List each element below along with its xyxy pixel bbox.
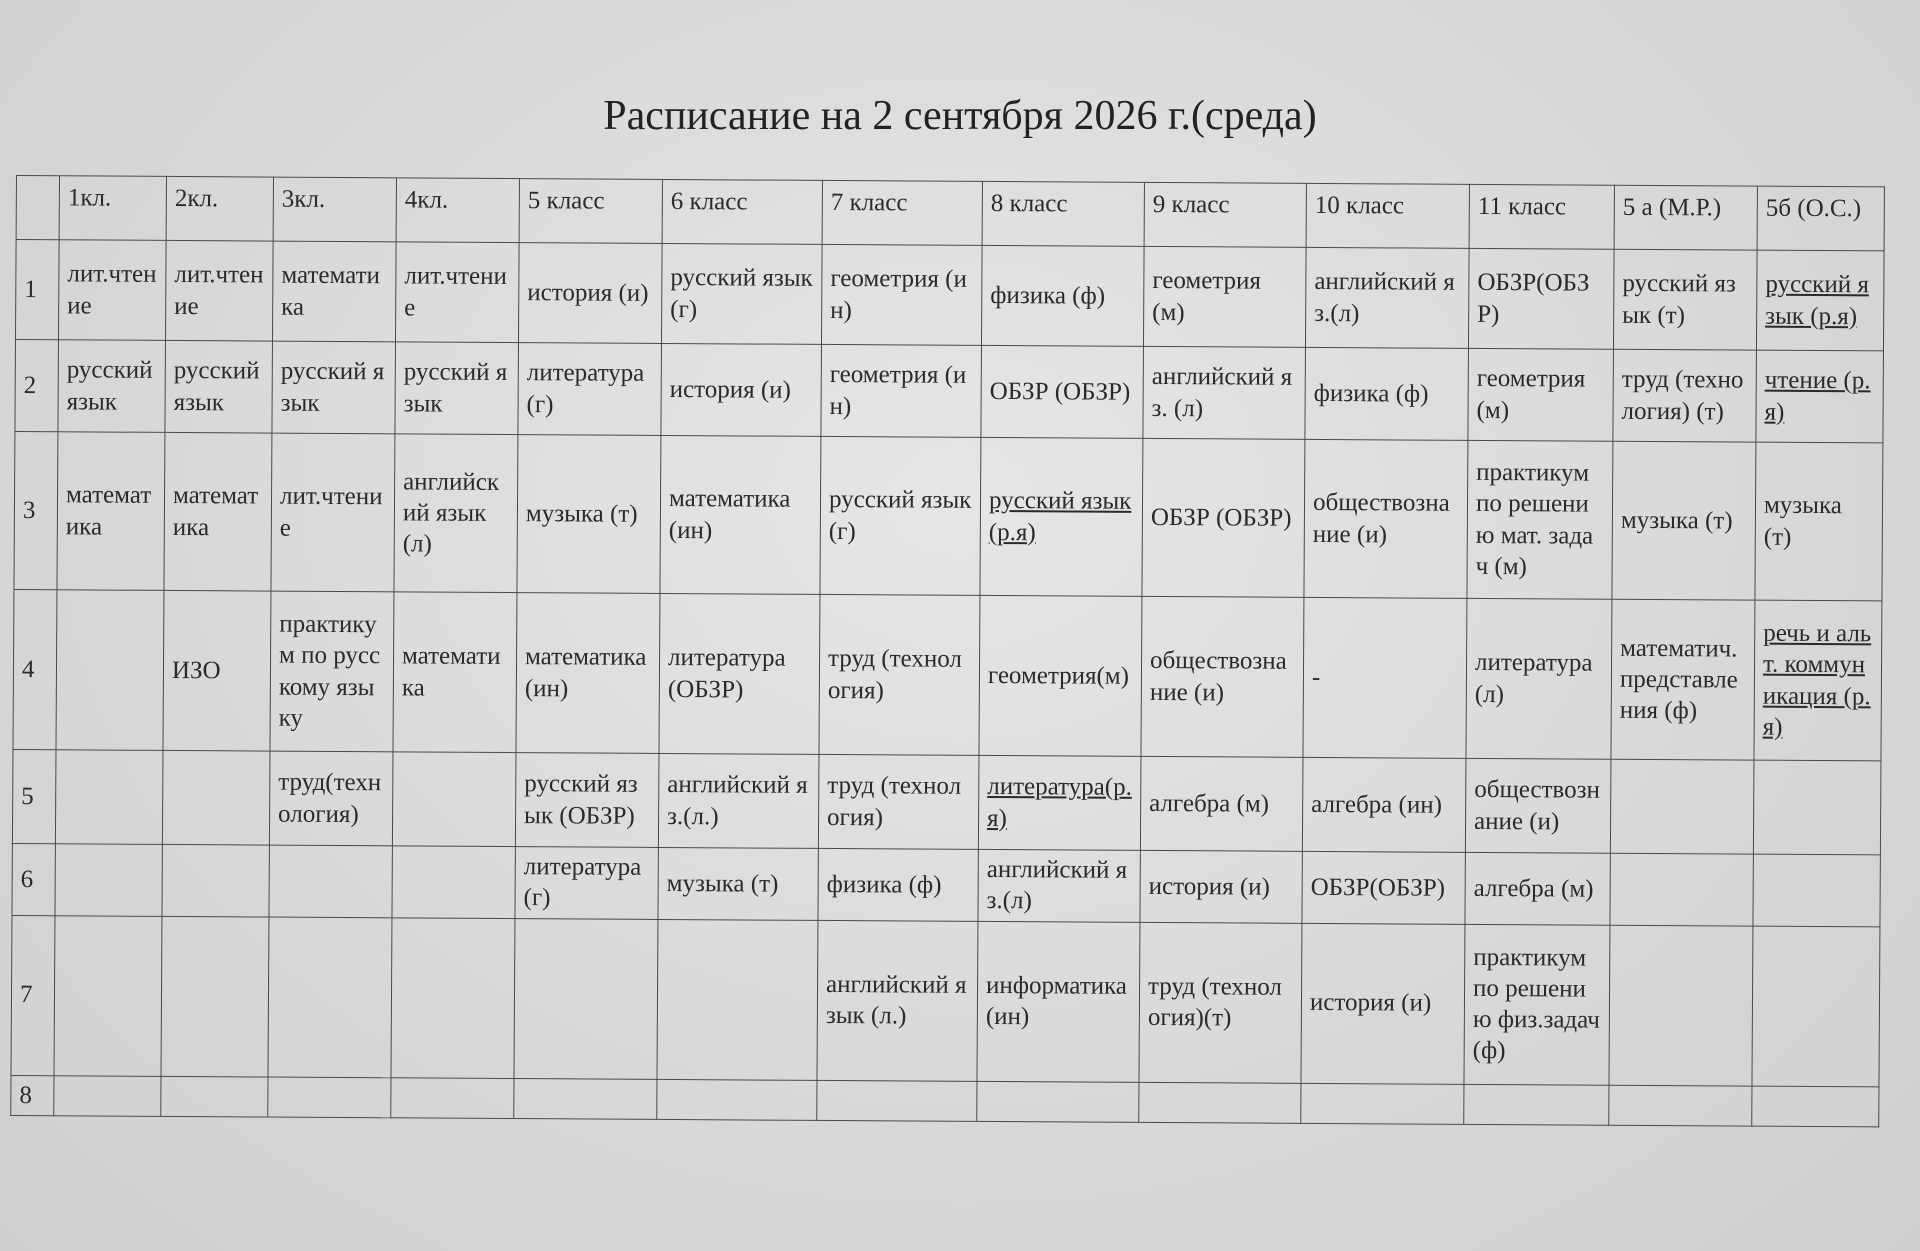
header-cell: 5б (О.С.) <box>1757 186 1884 251</box>
lesson-cell <box>1139 1082 1301 1123</box>
lesson-cell: русский язык <box>272 341 396 434</box>
schedule-body <box>11 240 1884 1127</box>
schedule-table <box>10 175 1885 1127</box>
lesson-cell: труд (технология) <box>818 754 979 849</box>
lesson-cell: геометрия(м) <box>979 595 1142 756</box>
lesson-cell: литература (л) <box>1466 598 1612 759</box>
lesson-cell <box>162 750 270 845</box>
lesson-cell: обществознание (и) <box>1141 596 1304 757</box>
lesson-cell: английский язык (л.) <box>817 920 978 1081</box>
lesson-cell: математика <box>272 241 396 342</box>
lesson-cell <box>817 1080 977 1121</box>
lesson-cell <box>1752 926 1880 1087</box>
lesson-cell: ОБЗР (ОБЗР) <box>981 345 1144 438</box>
lesson-cell: английский яз.(л.) <box>658 753 819 848</box>
lesson-cell <box>1609 1085 1752 1126</box>
lesson-cell <box>55 844 162 916</box>
lesson-cell <box>1301 1083 1464 1124</box>
lesson-cell <box>657 919 818 1080</box>
lesson-cell: математика <box>57 432 165 591</box>
lesson-cell: русский язык <box>58 340 166 433</box>
lesson-row <box>14 431 1883 600</box>
lesson-cell: математич. представления (ф) <box>1611 599 1755 760</box>
header-cell: 5 класс <box>519 179 662 244</box>
lesson-row <box>12 843 1880 926</box>
lesson-cell: история (и) <box>661 343 822 436</box>
lesson-cell <box>54 915 162 1076</box>
lesson-cell: русский язык (г) <box>820 436 981 595</box>
lesson-cell: история (и) <box>518 243 662 344</box>
lesson-cell: русский язык (ОБЗР) <box>515 753 659 848</box>
header-cell <box>16 176 59 240</box>
lesson-cell: музыка (т) <box>1755 442 1883 601</box>
lesson-cell: труд (технология) (т) <box>1613 349 1757 442</box>
lesson-cell: ОБЗР (ОБЗР) <box>1142 438 1305 597</box>
lesson-cell <box>162 844 269 916</box>
lesson-cell <box>54 1075 161 1116</box>
lesson-cell: литература(р.я) <box>978 755 1141 850</box>
lesson-cell: музыка (т) <box>517 435 661 594</box>
lesson-cell: лит.чтение <box>165 240 273 341</box>
lesson-cell: практикум по решению физ.задач (ф) <box>1464 924 1610 1085</box>
lesson-row <box>15 340 1884 443</box>
lesson-cell: труд (технология)(т) <box>1139 922 1302 1083</box>
lesson-cell <box>1753 760 1881 855</box>
lesson-cell: чтение (р.я) <box>1756 350 1884 443</box>
lesson-number: 3 <box>14 431 58 589</box>
lesson-cell <box>977 1081 1139 1122</box>
lesson-cell: обществознание (и) <box>1304 439 1468 598</box>
lesson-cell: труд (технология) <box>819 594 980 755</box>
lesson-cell: алгебра (м) <box>1465 852 1610 924</box>
lesson-cell: литература (г) <box>518 343 662 436</box>
lesson-cell: литература (г) <box>515 847 658 919</box>
page-title: Расписание на 2 сентября 2026 г.(среда) <box>603 93 1317 139</box>
lesson-number: 8 <box>11 1075 54 1116</box>
lesson-cell: речь и альт. коммуникация (р.я) <box>1754 600 1882 761</box>
lesson-cell: лит.чтение <box>271 433 395 592</box>
header-cell: 9 класс <box>1144 182 1306 247</box>
header-cell: 8 класс <box>982 181 1144 246</box>
lesson-cell: история (и) <box>1301 923 1465 1084</box>
lesson-row <box>15 240 1884 351</box>
lesson-cell: геометрия (ин) <box>821 244 982 345</box>
lesson-cell: геометрия (м) <box>1468 348 1614 441</box>
lesson-cell <box>161 1076 268 1117</box>
lesson-cell <box>1753 854 1880 926</box>
lesson-number: 4 <box>13 589 57 749</box>
lesson-number: 7 <box>11 915 55 1075</box>
lesson-number: 1 <box>15 240 59 340</box>
lesson-cell: лит.чтение <box>58 240 166 341</box>
lesson-cell: математика (ин) <box>516 593 660 754</box>
lesson-number: 5 <box>12 749 56 843</box>
lesson-cell: музыка (т) <box>1612 441 1756 600</box>
lesson-cell <box>1464 1084 1609 1125</box>
lesson-row <box>11 915 1880 1086</box>
lesson-cell: русский язык <box>395 342 519 435</box>
lesson-cell: музыка (т) <box>658 847 818 919</box>
lesson-cell <box>391 1077 514 1118</box>
lesson-cell: русский язык (р.я) <box>1756 250 1884 351</box>
lesson-cell <box>1610 759 1754 854</box>
lesson-cell: русский язык (р.я) <box>980 437 1143 596</box>
lesson-cell: алгебра (м) <box>1140 756 1303 851</box>
lesson-cell: практикум по русскому языку <box>270 591 394 752</box>
lesson-cell: физика (ф) <box>1305 347 1469 440</box>
lesson-cell: геометрия (ин) <box>821 344 982 437</box>
lesson-cell: математика <box>393 592 517 753</box>
lesson-cell <box>1609 925 1753 1086</box>
lesson-cell <box>514 918 658 1079</box>
lesson-cell: русский язык (г) <box>661 243 822 344</box>
lesson-cell <box>657 1079 817 1120</box>
lesson-cell: ИЗО <box>163 590 271 751</box>
lesson-cell: - <box>1303 597 1467 758</box>
lesson-number: 2 <box>15 340 59 432</box>
lesson-cell: практикум по решению мат. задач (м) <box>1467 440 1613 599</box>
lesson-cell <box>1752 1086 1879 1127</box>
lesson-cell: английский яз.(л) <box>978 849 1140 921</box>
lesson-cell: русский язык <box>165 340 273 433</box>
header-cell: 11 класс <box>1469 184 1614 249</box>
header-cell: 4кл. <box>396 178 519 243</box>
lesson-cell <box>161 916 269 1077</box>
lesson-cell <box>514 1078 657 1119</box>
header-cell: 7 класс <box>822 180 982 245</box>
lesson-cell: информатика (ин) <box>977 921 1140 1082</box>
lesson-cell <box>1610 853 1753 925</box>
lesson-cell: физика (ф) <box>981 245 1144 346</box>
lesson-cell: труд(технология) <box>269 751 393 846</box>
lesson-row <box>12 749 1881 854</box>
lesson-cell: русский язык (т) <box>1613 249 1757 350</box>
header-cell: 2кл. <box>166 176 273 241</box>
lesson-cell <box>268 1077 391 1118</box>
lesson-cell: английский яз.(л) <box>1305 247 1469 348</box>
lesson-cell: ОБЗР(ОБЗР) <box>1468 248 1614 349</box>
lesson-cell: алгебра (ин) <box>1302 757 1466 852</box>
header-cell: 10 класс <box>1306 183 1469 248</box>
lesson-row <box>13 589 1882 760</box>
lesson-cell: математика <box>164 432 272 591</box>
lesson-cell <box>391 917 515 1078</box>
lesson-cell: английский язык (л) <box>394 434 518 593</box>
lesson-cell <box>269 845 392 917</box>
lesson-cell: физика (ф) <box>818 848 978 920</box>
lesson-cell: геометрия (м) <box>1143 246 1306 347</box>
header-row <box>16 176 1884 251</box>
header-cell: 5 а (М.Р.) <box>1614 185 1757 250</box>
header-cell: 6 класс <box>662 179 822 244</box>
lesson-cell <box>392 846 515 918</box>
lesson-number: 6 <box>12 843 55 915</box>
lesson-cell: литература (ОБЗР) <box>659 593 820 754</box>
lesson-cell: английский яз. (л) <box>1143 346 1306 439</box>
header-cell: 3кл. <box>273 177 396 242</box>
lesson-cell: лит.чтение <box>395 242 519 343</box>
lesson-cell <box>268 917 392 1078</box>
lesson-cell: ОБЗР(ОБЗР) <box>1302 851 1465 923</box>
lesson-cell <box>55 750 163 845</box>
header-cell: 1кл. <box>59 176 166 241</box>
lesson-cell: история (и) <box>1140 850 1302 922</box>
lesson-cell <box>392 752 516 847</box>
lesson-cell: математика (ин) <box>660 435 821 594</box>
lesson-cell <box>56 590 164 751</box>
lesson-cell: обществознание (и) <box>1465 758 1611 853</box>
